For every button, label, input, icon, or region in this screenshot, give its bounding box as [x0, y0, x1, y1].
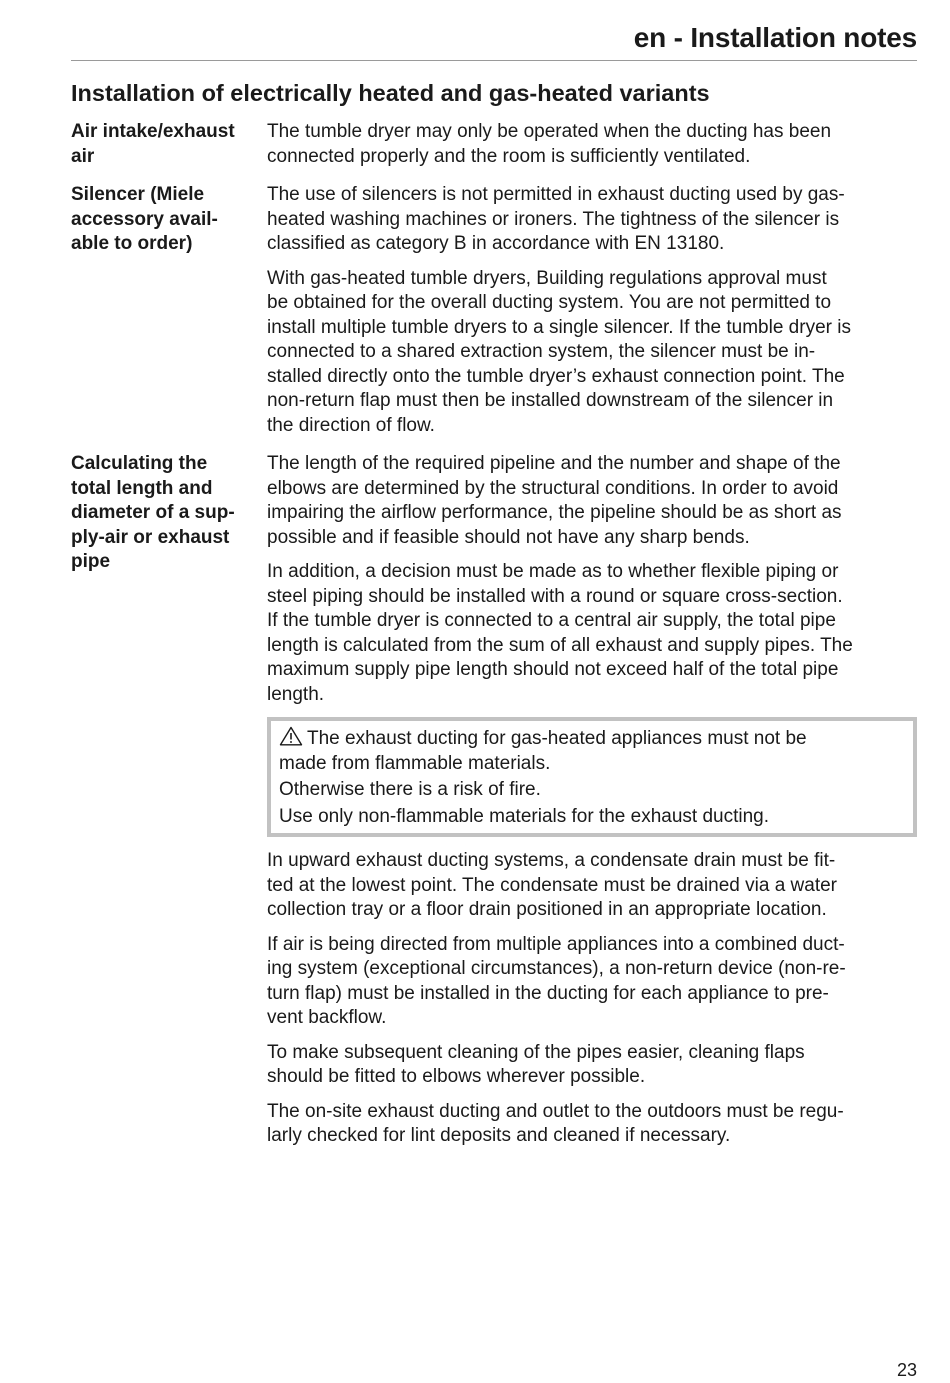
paragraph	[267, 1041, 917, 1090]
header-title: en - Installation notes	[633, 22, 917, 53]
row-label	[71, 452, 267, 1159]
text-line: The tumble dryer may only be operated when the ducting has been	[267, 121, 832, 142]
page-header	[71, 20, 917, 61]
warning-text: Use only non-flammable materials for the exhaust ducting.	[279, 805, 770, 827]
label-line: Calculating the	[71, 453, 208, 474]
row-label	[71, 120, 267, 179]
label-line: able to order)	[71, 233, 193, 254]
warning-text: The exhaust ducting for gas-heated appliances must not be	[307, 728, 807, 749]
text-line: non-return flap must then be installed downstream of the silencer in	[267, 390, 834, 411]
text-line: connected to a shared extraction system, the silencer must be in-	[267, 341, 816, 362]
content-area	[71, 120, 917, 1159]
row-body	[267, 120, 917, 179]
text-line: If the tumble dryer is connected to a central air supply, the total pipe	[267, 610, 836, 631]
text-line: length.	[267, 683, 325, 705]
page-number: 23	[896, 1360, 917, 1380]
text-line: should be fitted to elbows wherever possible.	[267, 1066, 646, 1087]
text-line: heated washing machines or ironers. The tightness of the silencer is	[267, 208, 840, 230]
text-line: ing system (exceptional circumstances), a non-return device (non-re-	[267, 958, 846, 979]
warning-text: Otherwise there is a risk of fire.	[279, 779, 541, 800]
text-line: The length of the required pipeline and the number and shape of the	[267, 453, 841, 474]
paragraph	[267, 1100, 917, 1149]
text-line: To make subsequent cleaning of the pipes easier, cleaning flaps	[267, 1041, 805, 1063]
paragraph	[267, 849, 917, 923]
paragraph	[267, 267, 917, 439]
text-line: impairing the airflow performance, the pipeline should be as short as	[267, 502, 842, 523]
warning-line	[279, 726, 905, 752]
text-line: collection tray or a floor drain positioned in an appropriate location.	[267, 899, 827, 920]
text-line: possible and if feasible should not have any sharp bends.	[267, 526, 750, 548]
text-line: larly checked for lint deposits and cleaned if necessary.	[267, 1125, 731, 1146]
text-line: In upward exhaust ducting systems, a condensate drain must be fit-	[267, 850, 836, 871]
section-row-pipe-length	[71, 452, 917, 1159]
text-line: elbows are determined by the structural conditions. In order to avoid	[267, 477, 839, 499]
text-line: install multiple tumble dryers to a single silencer. If the tumble dryer is	[267, 316, 851, 338]
section-row-silencer	[71, 183, 917, 448]
label-line: Silencer (Miele	[71, 184, 205, 205]
warning-triangle-icon	[279, 726, 303, 746]
text-line: The use of silencers is not permitted in exhaust ducting used by gas-	[267, 184, 845, 205]
text-line: If air is being directed from multiple appliances into a combined duct-	[267, 933, 845, 955]
text-line: stalled directly onto the tumble dryer’s exhaust connection point. The	[267, 365, 845, 387]
section-heading: Installation of electrically heated and gas-heated variants	[71, 80, 710, 106]
label-line: Air intake/exhaust	[71, 121, 235, 142]
text-line: connected properly and the room is sufficiently ventilated.	[267, 145, 751, 167]
text-line: vent backflow.	[267, 1007, 387, 1028]
paragraph	[267, 560, 917, 707]
row-label	[71, 183, 267, 448]
label-line: accessory avail-	[71, 208, 218, 230]
paragraph	[267, 933, 917, 1031]
text-line: classified as category B in accordance with EN 13180.	[267, 233, 725, 254]
text-line: ted at the lowest point. The condensate must be drained via a water	[267, 874, 837, 896]
text-line: The on-site exhaust ducting and outlet to the outdoors must be regu-	[267, 1100, 844, 1122]
paragraph	[267, 183, 917, 257]
label-line: pipe	[71, 551, 111, 572]
text-line: In addition, a decision must be made as to whether flexible piping or	[267, 561, 839, 582]
row-body	[267, 452, 917, 1159]
text-line: the direction of flow.	[267, 414, 435, 436]
text-line: be obtained for the overall ducting system. You are not permitted to	[267, 292, 832, 313]
label-line: ply-air or exhaust	[71, 526, 230, 548]
text-line: steel piping should be installed with a round or square cross-section.	[267, 585, 843, 607]
text-line: turn flap) must be installed in the ducting for each appliance to pre-	[267, 982, 829, 1004]
text-line: length is calculated from the sum of all exhaust and supply pipes. The	[267, 634, 853, 656]
label-line: air	[71, 145, 95, 167]
warning-box	[267, 717, 917, 837]
paragraph	[267, 452, 917, 550]
paragraph	[267, 120, 917, 169]
row-body	[267, 183, 917, 448]
text-line: maximum supply pipe length should not exceed half of the total pipe	[267, 659, 839, 680]
text-line: With gas-heated tumble dryers, Building regulations approval must	[267, 267, 827, 289]
section-row-air-intake	[71, 120, 917, 179]
label-line: diameter of a sup-	[71, 502, 235, 523]
label-line: total length and	[71, 477, 213, 499]
warning-text: made from flammable materials.	[279, 752, 551, 774]
